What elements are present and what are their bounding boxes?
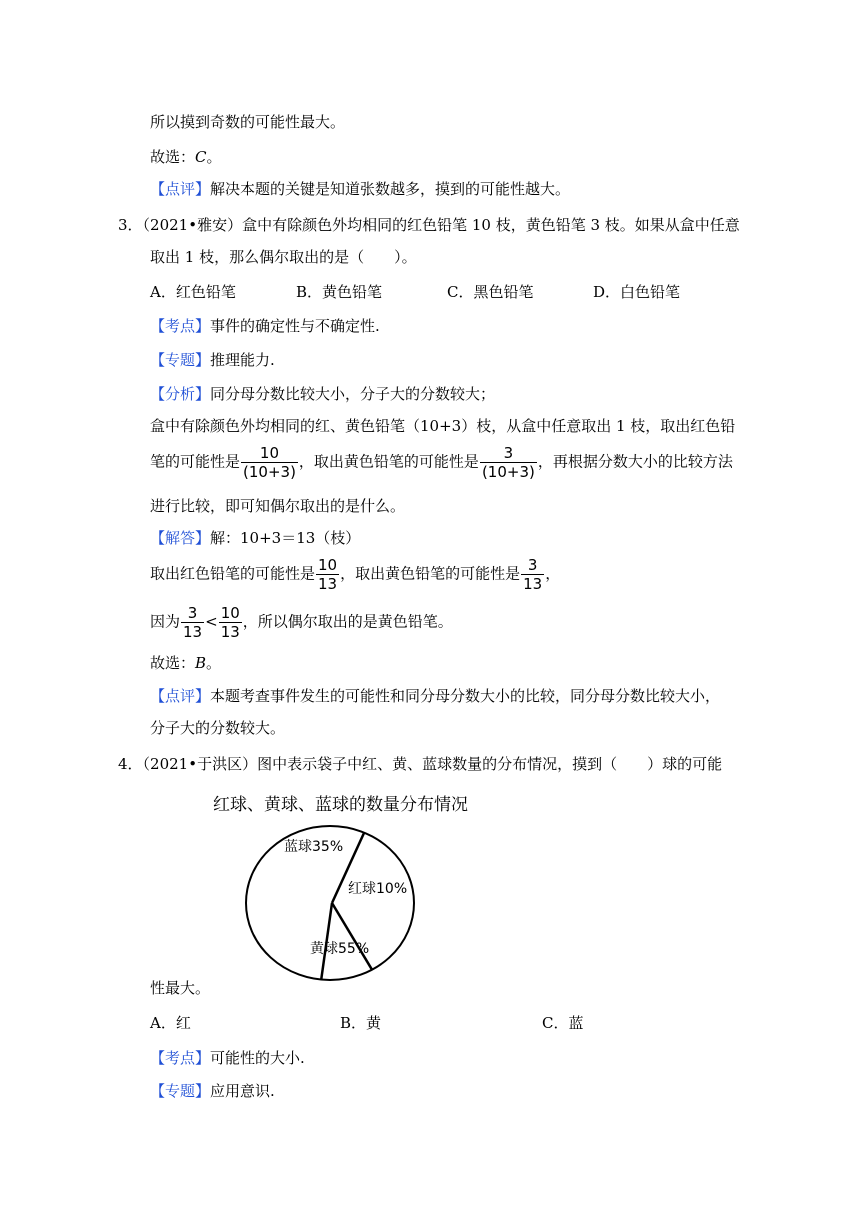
text: 4． <box>118 755 143 773</box>
question-stem-cont <box>150 978 210 998</box>
answer-letter: B <box>195 654 207 672</box>
zhuanti-tag: 【专题】 <box>150 1082 211 1100</box>
text-line <box>150 112 345 132</box>
zhuanti-line <box>150 350 275 370</box>
zhuanti-tag: 【专题】 <box>150 351 211 369</box>
text: 可能性的大小. <box>210 1049 305 1067</box>
fenxi-line <box>150 384 495 404</box>
kaodian-line <box>150 1048 305 1068</box>
kaodian-line <box>150 316 380 336</box>
less-than-sign: < <box>205 612 218 631</box>
text: 取出 1 枝，那么偶尔取出的是（ ）。 <box>150 248 417 266</box>
text: 取出红色铅笔的可能性是 <box>150 564 316 583</box>
fraction <box>316 556 339 593</box>
fraction <box>480 444 537 481</box>
jieda-tag: 【解答】 <box>150 529 211 547</box>
comment-tag: 【点评】 <box>150 180 211 198</box>
text-line-fraction <box>150 444 733 481</box>
fraction <box>521 556 544 593</box>
question-number <box>118 754 722 774</box>
text: ， <box>545 564 561 583</box>
text: 。 <box>206 148 222 166</box>
text: ，再根据分数大小的比较方法 <box>537 452 733 471</box>
text: 应用意识. <box>210 1082 275 1100</box>
text: ，取出黄色铅笔的可能性是 <box>340 564 521 583</box>
text-line-fraction <box>150 604 453 641</box>
denominator: 13 <box>220 623 240 641</box>
text: ，取出黄色铅笔的可能性是 <box>298 452 479 471</box>
option-b: B．黄 <box>340 1014 382 1032</box>
pie-slice-label: 蓝球35% <box>284 839 344 855</box>
comment-line <box>150 179 570 199</box>
numerator: 3 <box>503 444 514 462</box>
question-stem: （2021•雅安）盒中有除颜色外均相同的红色铅笔 10 枝，黄色铅笔 3 枝。如果从盒中任意 <box>142 216 740 234</box>
text: 故选： <box>150 148 196 166</box>
question-stem-cont <box>150 247 417 267</box>
pie-slice-label: 黄球55% <box>310 941 370 957</box>
numerator: 10 <box>259 444 280 462</box>
answer-line <box>150 653 221 673</box>
numerator: 10 <box>318 556 338 574</box>
text: 进行比较，即可知偶尔取出的是什么。 <box>150 497 406 515</box>
text: 笔的可能性是 <box>150 452 241 471</box>
option-d: D．白色铅笔 <box>593 283 681 301</box>
comment-tag: 【点评】 <box>150 687 211 705</box>
text-line <box>150 496 405 516</box>
comment-text: 解决本题的关键是知道张数越多，摸到的可能性越大。 <box>210 180 571 198</box>
pie-slice-label: 红球10% <box>348 881 408 897</box>
text: 因为 <box>150 612 181 631</box>
denominator: 13 <box>523 575 543 593</box>
pie-svg <box>205 786 455 996</box>
text-line <box>150 416 735 436</box>
numerator: 10 <box>220 604 240 622</box>
text: 所以摸到奇数的可能性最大。 <box>150 113 346 131</box>
numerator: 3 <box>187 604 198 622</box>
text: ，所以偶尔取出的是黄色铅笔。 <box>242 612 453 631</box>
kaodian-tag: 【考点】 <box>150 1049 211 1067</box>
text: 。 <box>206 654 222 672</box>
comment-line <box>150 686 720 706</box>
jieda-line <box>150 528 360 548</box>
text: 性最大。 <box>150 979 211 997</box>
pie-chart <box>205 786 468 996</box>
chart-title: 红球、黄球、蓝球的数量分布情况 <box>213 795 468 815</box>
option-a: A．红 <box>150 1014 191 1032</box>
text: 盒中有除颜色外均相同的红、黄色铅笔（10+3）枝，从盒中任意取出 1 枝，取出红色铅 <box>150 417 736 435</box>
text: 3． <box>118 216 143 234</box>
option-c: C．蓝 <box>542 1014 584 1032</box>
text-line <box>150 718 285 738</box>
option-b: B．黄色铅笔 <box>296 283 383 301</box>
text: 事件的确定性与不确定性. <box>210 317 380 335</box>
option-c: C．黑色铅笔 <box>447 283 534 301</box>
numerator: 3 <box>527 556 538 574</box>
zhuanti-line <box>150 1081 275 1101</box>
text: 本题考查事件发生的可能性和同分母分数大小的比较，同分母分数比较大小， <box>210 687 721 705</box>
option-a: A．红色铅笔 <box>150 283 236 301</box>
text: 推理能力. <box>210 351 275 369</box>
fraction <box>181 604 204 641</box>
fraction <box>241 444 298 481</box>
fenxi-tag: 【分析】 <box>150 385 211 403</box>
text: 同分母分数比较大小，分子大的分数较大； <box>210 385 496 403</box>
denominator: (10+3) <box>243 463 296 481</box>
question-number <box>118 215 740 235</box>
kaodian-tag: 【考点】 <box>150 317 211 335</box>
denominator: 13 <box>183 623 203 641</box>
text-line-fraction <box>150 556 560 593</box>
question-stem: （2021•于洪区）图中表示袋子中红、黄、蓝球数量的分布情况，摸到（ ）球的可能 <box>142 755 723 773</box>
text: 故选： <box>150 654 196 672</box>
text: 分子大的分数较大。 <box>150 719 286 737</box>
answer-letter: C <box>195 148 207 166</box>
answer-line <box>150 147 222 167</box>
text: 解：10+3＝13（枝） <box>210 529 361 547</box>
denominator: (10+3) <box>481 463 535 481</box>
denominator: 13 <box>318 575 338 593</box>
fraction <box>219 604 242 641</box>
